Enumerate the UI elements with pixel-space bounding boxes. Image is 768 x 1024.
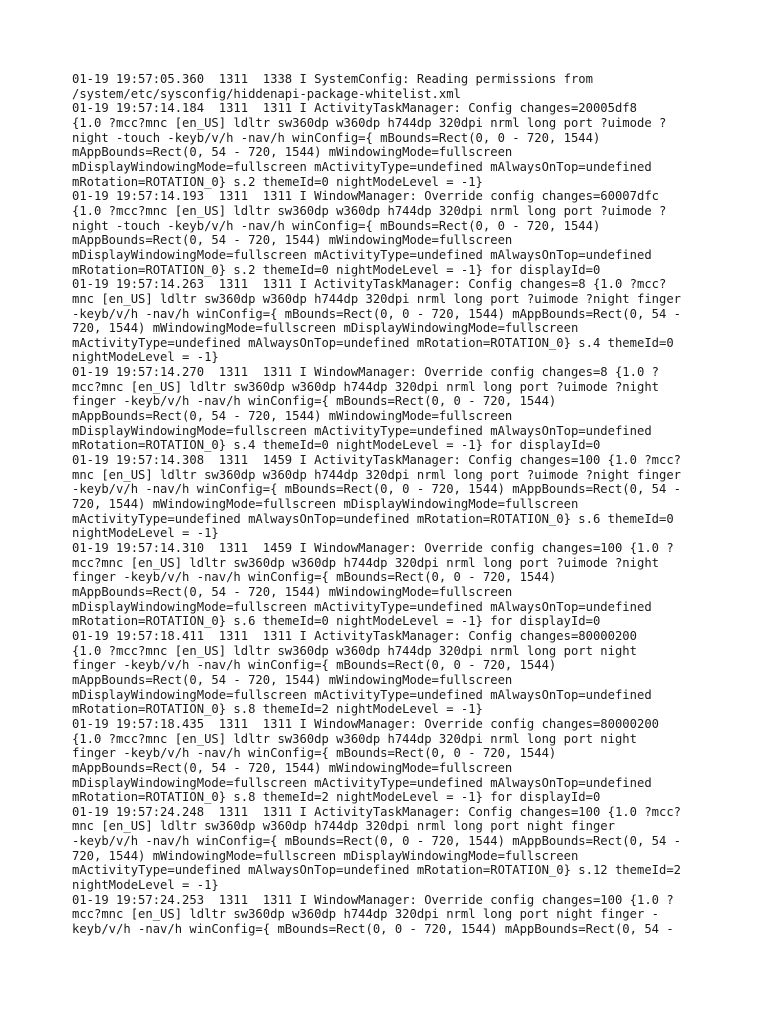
log-line: 720, 1544) mWindowingMode=fullscreen mDisplayWindowingMode=fullscreen — [72, 497, 579, 512]
log-line: mAppBounds=Rect(0, 54 - 720, 1544) mWindowingMode=fullscreen — [72, 760, 513, 775]
log-line: 01-19 19:57:18.411 1311 1311 I ActivityTaskManager: Config changes=80000200 — [72, 628, 637, 643]
log-line: mRotation=ROTATION_0} s.8 themeId=2 nightModeLevel = -1} for displayId=0 — [72, 790, 601, 805]
log-line: mAppBounds=Rect(0, 54 - 720, 1544) mWindowingMode=fullscreen — [72, 409, 513, 424]
log-line: mcc?mnc [en_US] ldltr sw360dp w360dp h744dp 320dpi nrml long port ?uimode ?night — [72, 379, 659, 394]
log-line: mRotation=ROTATION_0} s.2 themeId=0 nightModeLevel = -1} — [72, 174, 483, 189]
log-line: finger -keyb/v/h -nav/h winConfig={ mBounds=Rect(0, 0 - 720, 1544) — [72, 394, 557, 409]
log-line: mActivityType=undefined mAlwaysOnTop=undefined mRotation=ROTATION_0} s.12 themeId=2 — [72, 863, 682, 878]
log-line: 01-19 19:57:18.435 1311 1311 I WindowManager: Override config changes=80000200 — [72, 716, 659, 731]
log-line: nightModeLevel = -1} — [72, 350, 219, 365]
log-line: 720, 1544) mWindowingMode=fullscreen mDisplayWindowingMode=fullscreen — [72, 321, 579, 336]
log-line: mAppBounds=Rect(0, 54 - 720, 1544) mWindowingMode=fullscreen — [72, 233, 513, 248]
log-line: night -touch -keyb/v/h -nav/h winConfig={ mBounds=Rect(0, 0 - 720, 1544) — [72, 130, 601, 145]
log-line: 01-19 19:57:05.360 1311 1338 I SystemConfig: Reading permissions from — [72, 72, 593, 86]
log-text-block — [72, 72, 712, 937]
log-line: 720, 1544) mWindowingMode=fullscreen mDisplayWindowingMode=fullscreen — [72, 848, 579, 863]
log-line: 01-19 19:57:24.253 1311 1311 I WindowManager: Override config changes=100 {1.0 ? — [72, 892, 674, 907]
log-line: mActivityType=undefined mAlwaysOnTop=undefined mRotation=ROTATION_0} s.6 themeId=0 — [72, 511, 674, 526]
log-line: mDisplayWindowingMode=fullscreen mActivityType=undefined mAlwaysOnTop=undefined — [72, 247, 652, 262]
log-line: 01-19 19:57:24.248 1311 1311 I ActivityTaskManager: Config changes=100 {1.0 ?mcc? — [72, 804, 682, 819]
log-line: 01-19 19:57:14.308 1311 1459 I ActivityTaskManager: Config changes=100 {1.0 ?mcc? — [72, 453, 682, 468]
log-line: mDisplayWindowingMode=fullscreen mActivityType=undefined mAlwaysOnTop=undefined — [72, 423, 652, 438]
log-line: 01-19 19:57:14.270 1311 1311 I WindowManager: Override config changes=8 {1.0 ? — [72, 365, 659, 380]
log-line: /system/etc/sysconfig/hiddenapi-package-whitelist.xml — [72, 86, 461, 101]
log-line: finger -keyb/v/h -nav/h winConfig={ mBounds=Rect(0, 0 - 720, 1544) — [72, 746, 557, 761]
log-line: mDisplayWindowingMode=fullscreen mActivityType=undefined mAlwaysOnTop=undefined — [72, 599, 652, 614]
log-line: mRotation=ROTATION_0} s.4 themeId=0 nightModeLevel = -1} for displayId=0 — [72, 438, 601, 453]
log-line: -keyb/v/h -nav/h winConfig={ mBounds=Rect(0, 0 - 720, 1544) mAppBounds=Rect(0, 54 - — [72, 482, 682, 497]
log-line: mDisplayWindowingMode=fullscreen mActivityType=undefined mAlwaysOnTop=undefined — [72, 775, 652, 790]
log-line: keyb/v/h -nav/h winConfig={ mBounds=Rect(0, 0 - 720, 1544) mAppBounds=Rect(0, 54 - — [72, 922, 674, 937]
log-line: mDisplayWindowingMode=fullscreen mActivityType=undefined mAlwaysOnTop=undefined — [72, 687, 652, 702]
log-line: finger -keyb/v/h -nav/h winConfig={ mBounds=Rect(0, 0 - 720, 1544) — [72, 658, 557, 673]
log-line: {1.0 ?mcc?mnc [en_US] ldltr sw360dp w360dp h744dp 320dpi nrml long port night — [72, 643, 637, 658]
log-line: 01-19 19:57:14.193 1311 1311 I WindowManager: Override config changes=60007dfc — [72, 189, 659, 204]
log-line: {1.0 ?mcc?mnc [en_US] ldltr sw360dp w360dp h744dp 320dpi nrml long port ?uimode ? — [72, 115, 667, 130]
log-line: mcc?mnc [en_US] ldltr sw360dp w360dp h744dp 320dpi nrml long port ?uimode ?night — [72, 555, 659, 570]
log-line: mActivityType=undefined mAlwaysOnTop=undefined mRotation=ROTATION_0} s.4 themeId=0 — [72, 335, 674, 350]
log-line: mAppBounds=Rect(0, 54 - 720, 1544) mWindowingMode=fullscreen — [72, 672, 513, 687]
log-line: {1.0 ?mcc?mnc [en_US] ldltr sw360dp w360dp h744dp 320dpi nrml long port ?uimode ? — [72, 203, 667, 218]
log-line: night -touch -keyb/v/h -nav/h winConfig={ mBounds=Rect(0, 0 - 720, 1544) — [72, 218, 601, 233]
log-line: mcc?mnc [en_US] ldltr sw360dp w360dp h744dp 320dpi nrml long port night finger - — [72, 907, 659, 922]
log-line: -keyb/v/h -nav/h winConfig={ mBounds=Rect(0, 0 - 720, 1544) mAppBounds=Rect(0, 54 - — [72, 834, 682, 849]
log-line: nightModeLevel = -1} — [72, 878, 219, 893]
log-line: mAppBounds=Rect(0, 54 - 720, 1544) mWindowingMode=fullscreen — [72, 145, 513, 160]
log-line: 01-19 19:57:14.263 1311 1311 I ActivityTaskManager: Config changes=8 {1.0 ?mcc? — [72, 277, 667, 292]
log-line: -keyb/v/h -nav/h winConfig={ mBounds=Rect(0, 0 - 720, 1544) mAppBounds=Rect(0, 54 - — [72, 306, 682, 321]
log-line: {1.0 ?mcc?mnc [en_US] ldltr sw360dp w360dp h744dp 320dpi nrml long port night — [72, 731, 637, 746]
log-line: finger -keyb/v/h -nav/h winConfig={ mBounds=Rect(0, 0 - 720, 1544) — [72, 570, 557, 585]
log-line: mAppBounds=Rect(0, 54 - 720, 1544) mWindowingMode=fullscreen — [72, 584, 513, 599]
log-line: mRotation=ROTATION_0} s.8 themeId=2 nightModeLevel = -1} — [72, 702, 483, 717]
log-line: mnc [en_US] ldltr sw360dp w360dp h744dp 320dpi nrml long port night finger — [72, 819, 615, 834]
log-line: mDisplayWindowingMode=fullscreen mActivityType=undefined mAlwaysOnTop=undefined — [72, 159, 652, 174]
log-line: 01-19 19:57:14.184 1311 1311 I ActivityTaskManager: Config changes=20005df8 — [72, 101, 637, 116]
log-line: mnc [en_US] ldltr sw360dp w360dp h744dp 320dpi nrml long port ?uimode ?night finger — [72, 467, 682, 482]
log-line: nightModeLevel = -1} — [72, 526, 219, 541]
log-line: 01-19 19:57:14.310 1311 1459 I WindowManager: Override config changes=100 {1.0 ? — [72, 541, 674, 555]
log-line: mRotation=ROTATION_0} s.6 themeId=0 nightModeLevel = -1} for displayId=0 — [72, 614, 601, 629]
log-line: mnc [en_US] ldltr sw360dp w360dp h744dp 320dpi nrml long port ?uimode ?night finger — [72, 291, 682, 306]
log-line: mRotation=ROTATION_0} s.2 themeId=0 nightModeLevel = -1} for displayId=0 — [72, 262, 601, 277]
